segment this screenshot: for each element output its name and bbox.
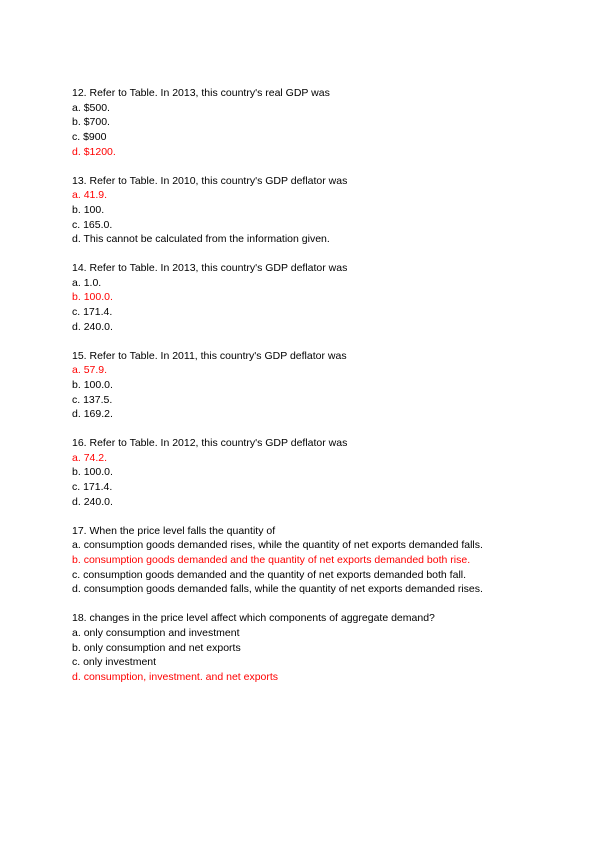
option-letter: c. (72, 568, 81, 581)
answer-option-correct (72, 670, 572, 685)
option-text: 240.0. (83, 495, 113, 508)
option-letter: d. (72, 495, 81, 508)
option-letter: a. (72, 539, 81, 552)
question-stem: 13. Refer to Table. In 2010, this country's GDP deflator was (72, 174, 348, 187)
answer-option (72, 655, 572, 670)
option-letter: d. (72, 408, 81, 421)
question-block (72, 261, 572, 335)
answer-option-correct (72, 290, 572, 305)
question-stem: 17. When the price level falls the quantity of (72, 524, 276, 537)
option-letter: c. (72, 218, 81, 231)
option-text: 100.0. (83, 378, 113, 391)
option-letter: d. (72, 670, 81, 683)
option-text: 100.0. (83, 291, 113, 304)
option-letter: c. (72, 306, 81, 319)
answer-option-correct (72, 451, 572, 466)
question-block (72, 436, 572, 510)
option-letter: a. (72, 189, 81, 202)
answer-option-correct (72, 553, 572, 568)
answer-option (72, 465, 572, 480)
option-letter: a. (72, 364, 81, 377)
answer-option (72, 626, 572, 641)
option-text: 169.2. (83, 408, 113, 421)
option-text: This cannot be calculated from the information given. (83, 233, 330, 246)
option-letter: d. (72, 233, 81, 246)
option-text: 100. (83, 203, 105, 216)
answer-option (72, 320, 572, 335)
answer-option (72, 480, 572, 495)
option-letter: b. (72, 641, 81, 654)
answer-option-correct (72, 363, 572, 378)
option-letter: c. (72, 393, 81, 406)
question-stem: 14. Refer to Table. In 2013, this country's GDP deflator was (72, 262, 348, 275)
option-letter: c. (72, 481, 81, 494)
question-block (72, 611, 572, 685)
option-text: consumption goods demanded rises, while the quantity of net exports demanded falls. (83, 539, 483, 552)
answer-option (72, 305, 572, 320)
answer-option (72, 203, 572, 218)
answer-option (72, 582, 572, 597)
option-letter: b. (72, 378, 81, 391)
answer-option (72, 495, 572, 510)
option-letter: d. (72, 145, 81, 158)
question-block (72, 86, 572, 160)
option-letter: b. (72, 116, 81, 129)
option-text: only consumption and investment (83, 626, 240, 639)
option-text: 165.0. (83, 218, 113, 231)
option-letter: b. (72, 203, 81, 216)
option-letter: d. (72, 320, 81, 333)
option-text: 137.5. (83, 393, 113, 406)
question-stem: 16. Refer to Table. In 2012, this country's GDP deflator was (72, 437, 348, 450)
answer-option (72, 218, 572, 233)
question-block (72, 174, 572, 248)
option-letter: d. (72, 583, 81, 596)
option-text: $1200. (83, 145, 116, 158)
answer-option (72, 232, 572, 247)
answer-option (72, 115, 572, 130)
option-text: $900 (83, 131, 107, 144)
answer-option (72, 393, 572, 408)
document-page (72, 86, 572, 699)
option-text: 171.4. (83, 481, 113, 494)
option-text: consumption goods demanded falls, while the quantity of net exports demanded rises. (83, 583, 483, 596)
question-stem: 12. Refer to Table. In 2013, this country's real GDP was (72, 87, 330, 99)
option-text: consumption goods demanded and the quantity of net exports demanded both rise. (83, 553, 471, 566)
answer-option (72, 568, 572, 583)
answer-option (72, 641, 572, 656)
option-text: only investment (83, 656, 157, 669)
answer-option (72, 130, 572, 145)
option-letter: b. (72, 466, 81, 479)
question-block (72, 349, 572, 423)
answer-option (72, 276, 572, 291)
option-text: 74.2. (83, 451, 108, 464)
answer-option (72, 378, 572, 393)
option-text: $500. (83, 101, 110, 114)
option-text: 171.4. (83, 306, 113, 319)
question-block (72, 524, 572, 598)
option-letter: c. (72, 131, 81, 144)
option-text: 41.9. (83, 189, 108, 202)
option-letter: a. (72, 451, 81, 464)
option-text: 57.9. (83, 364, 108, 377)
answer-option-correct (72, 188, 572, 203)
question-stem: 18. changes in the price level affect which components of aggregate demand? (72, 612, 435, 625)
option-text: only consumption and net exports (83, 641, 241, 654)
option-letter: a. (72, 101, 81, 114)
answer-option (72, 101, 572, 116)
option-text: consumption, investment. and net exports (83, 670, 279, 683)
option-letter: a. (72, 276, 81, 289)
option-text: consumption goods demanded and the quantity of net exports demanded both fall. (83, 568, 467, 581)
answer-option (72, 407, 572, 422)
option-text: 240.0. (83, 320, 113, 333)
answer-option (72, 538, 572, 553)
option-letter: b. (72, 553, 81, 566)
option-letter: b. (72, 291, 81, 304)
answer-option-correct (72, 145, 572, 160)
option-letter: c. (72, 656, 81, 669)
question-stem: 15. Refer to Table. In 2011, this country's GDP deflator was (72, 349, 347, 362)
option-letter: a. (72, 626, 81, 639)
option-text: 100.0. (83, 466, 113, 479)
option-text: $700. (83, 116, 110, 129)
option-text: 1.0. (83, 276, 102, 289)
